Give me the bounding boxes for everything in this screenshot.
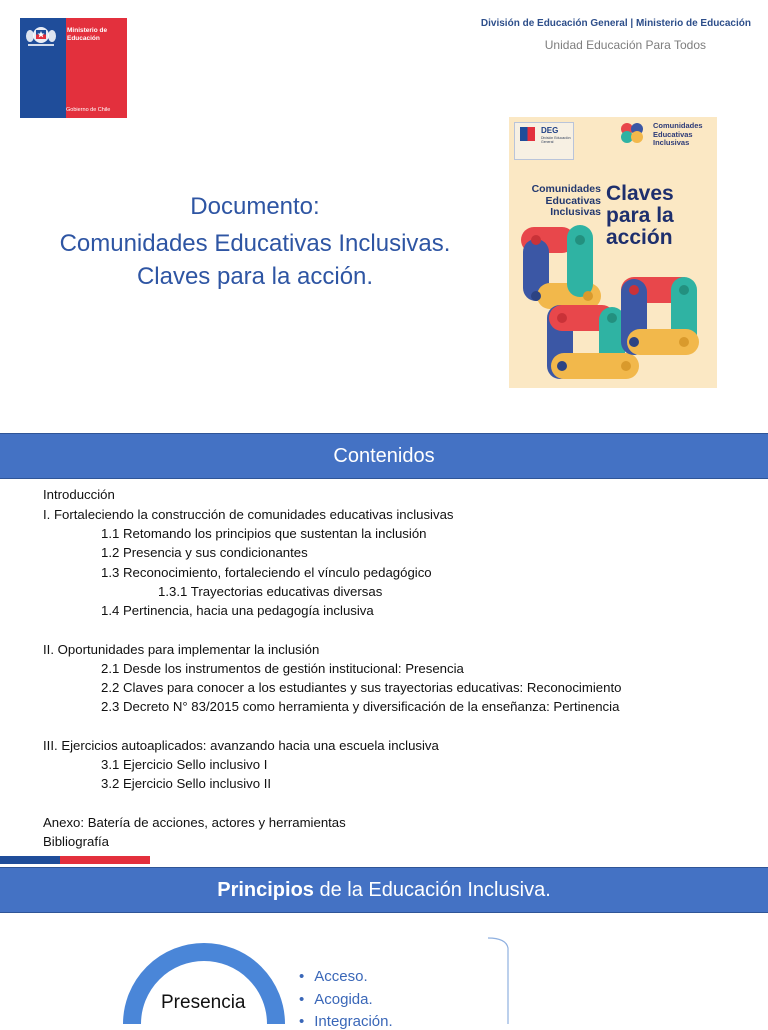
toc-line: 1.2 Presencia y sus condicionantes [101,545,308,560]
flag-stripe [0,856,150,864]
toc-line: 3.1 Ejercicio Sello inclusivo I [101,757,268,772]
toc-line: 1.3.1 Trayectorias educativas diversas [158,584,383,599]
principles-heading-bold: Principios [217,879,314,901]
presencia-label: Presencia [161,992,246,1013]
toc-line: 2.1 Desde los instrumentos de gestión institucional: Presencia [101,661,464,676]
toc-line: III. Ejercicios autoaplicados: avanzando hacia una escuela inclusiva [43,738,439,753]
toc-line: 1.4 Pertinencia, hacia una pedagogía inclusiva [101,603,374,618]
toc-line: 1.1 Retomando los principios que sustentan la inclusión [101,526,427,541]
bullet-item: • Acogida. [299,991,373,1008]
unit-line: Unidad Educación Para Todos [544,38,706,52]
bullet-item: • Acceso. [299,968,368,985]
division-line: División de Educación General | Ministerio de Educación [480,18,751,29]
contents-heading: Contenidos [0,433,768,479]
toc-line: 2.3 Decreto N° 83/2015 como herramienta y diversificación de la enseñanza: Pertinencia [101,699,620,714]
ministry-name: Ministerio de Educación [67,27,108,42]
document-cover-image [509,117,717,388]
right-brace [486,936,512,1024]
toc-line: Bibliografía [43,834,109,849]
ministry-logo [20,18,127,118]
toc-line: 2.2 Claves para conocer a los estudiantes y sus trayectorias educativas: Reconocimiento [101,680,622,695]
principles-heading [0,867,768,913]
toc-line: II. Oportunidades para implementar la inclusión [43,642,320,657]
toc-line: Anexo: Batería de acciones, actores y herramientas [43,815,346,830]
principles-heading-rest: de la Educación Inclusiva. [313,879,551,901]
bullet-item: • Integración. [299,1013,393,1030]
cover-mid-title: Comunidades Educativas Inclusivas [531,183,601,218]
government-label: Gobierno de Chile [66,107,111,113]
mini-ministry-logo [520,127,535,141]
deg-sub-label: División Educación General [541,136,571,145]
cover-corner-title: Comunidades Educativas Inclusivas [653,121,703,147]
doc-title-line-2: Comunidades Educativas Inclusivas. [59,230,451,257]
cover-main-title: Claves para la acción [606,182,674,249]
deg-badge [514,122,574,160]
toc-line: 1.3 Reconocimiento, fortaleciendo el vínculo pedagógico [101,565,432,580]
chile-coat-of-arms-icon [24,24,58,48]
doc-title-line-3: Claves para la acción. [136,263,374,290]
doc-title-line-1: Documento: [190,193,320,220]
deg-label: DEG [541,126,559,135]
toc-line: Introducción [43,487,115,502]
toc-line: I. Fortaleciendo la construcción de comunidades educativas inclusivas [43,507,454,522]
toc-line: 3.2 Ejercicio Sello inclusivo II [101,776,272,791]
